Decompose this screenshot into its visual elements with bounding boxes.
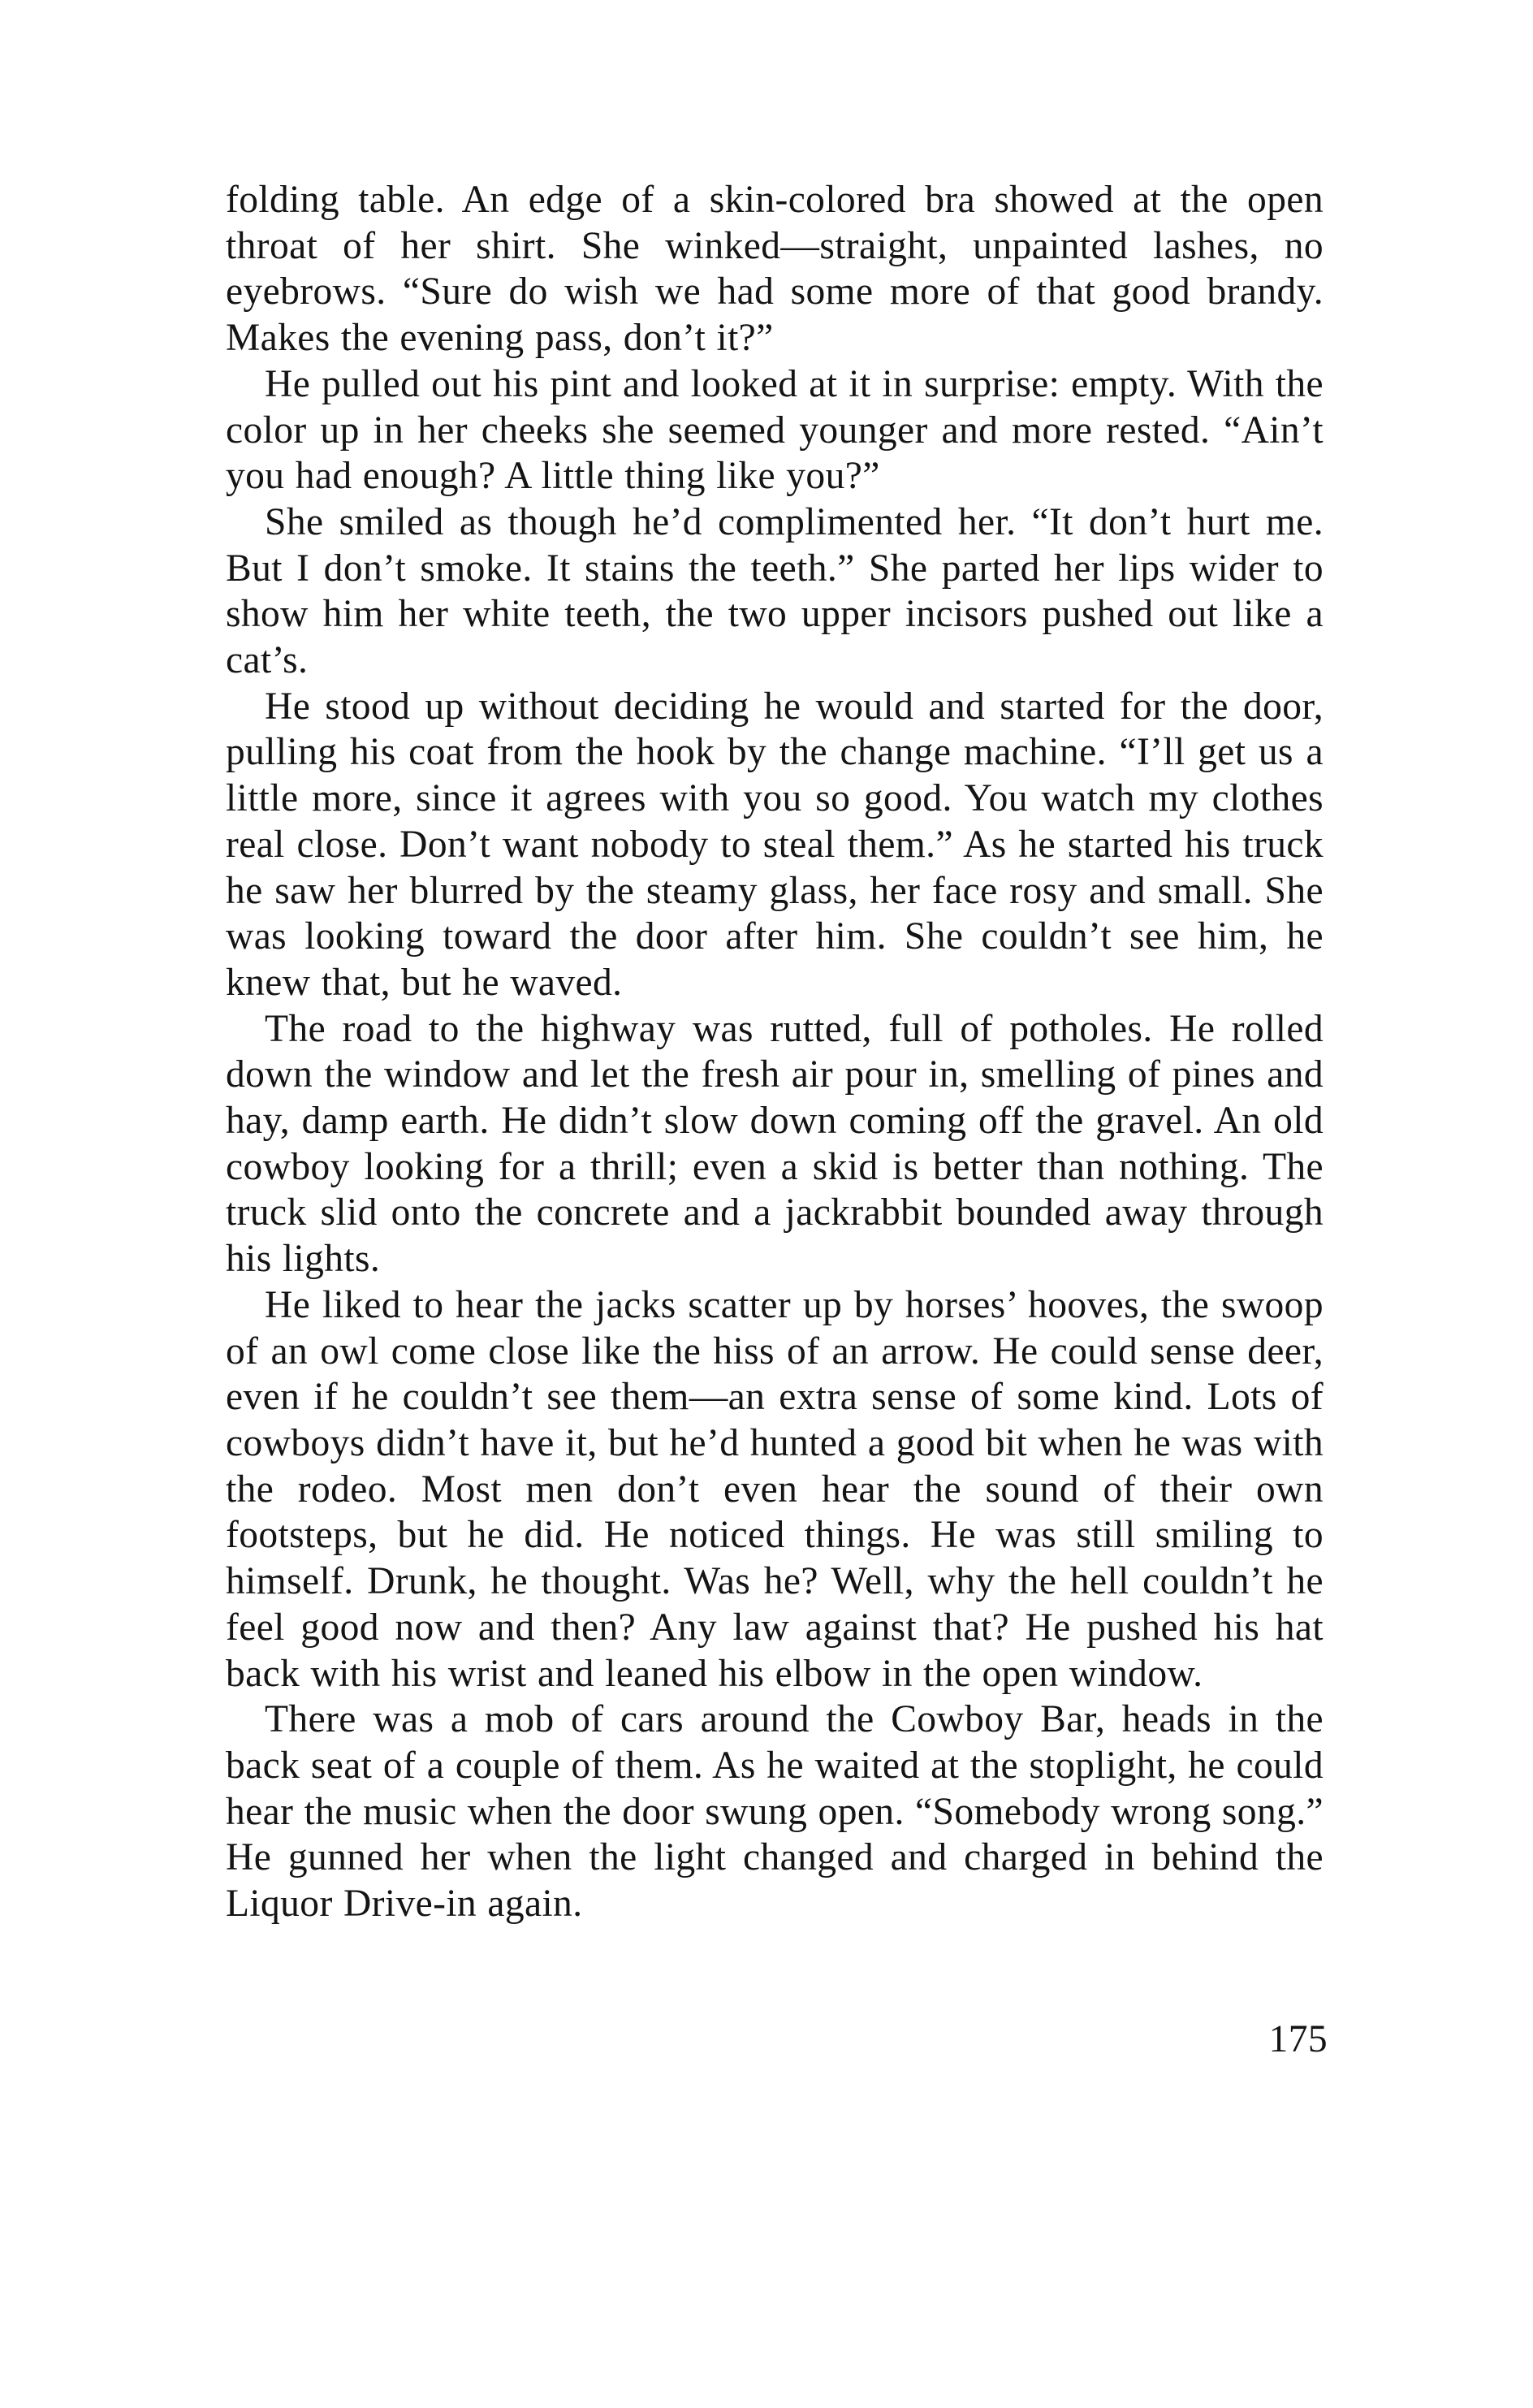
body-text [226,177,1324,1927]
paragraph-7: There was a mob of cars around the Cowboy Bar, heads in the back seat of a couple of them. As he waited at the stoplight, he could hear the music when the door swung open. “Somebody wrong song.” He gunned her when the light changed and charged in behind the Liquor Drive-in again. [226,1698,1324,1926]
paragraph-4: He stood up without deciding he would and started for the door, pulling his coat from the hook by the change machine. “I’ll get us a little more, since it agrees with you so good. You watch my clothes real close. Don’t want nobody to steal them.” As he started his truck he saw her blurred by the steamy glass, her face rosy and small. She was looking toward the door after him. She couldn’t see him, he knew that, but he waved. [226,685,1324,1004]
paragraph-2: He pulled out his pint and looked at it in surprise: empty. With the color up in her cheeks she seemed younger and more rested. “Ain’t you had enough? A little thing like you?” [226,362,1324,498]
paragraph-1: folding table. An edge of a skin-colored bra showed at the open throat of her shirt. She winked—straight, unpainted lashes, no eyebrows. “Sure do wish we had some more of that good brandy. Makes the evening pass, don’t it?” [226,179,1324,360]
paragraph-6: He liked to hear the jacks scatter up by horses’ hooves, the swoop of an owl come close like the hiss of an arrow. He could sense deer, even if he couldn’t see them—an extra sense of some kind. Lots of cowboys didn’t have it, but he’d hunted a good bit when he was with the rodeo. Most men don’t even hear the sound of their own footsteps, but he did. He noticed things. He was still smiling to himself. Drunk, he thought. Was he? Well, why the hell couldn’t he feel good now and then? Any law against that? He pushed his hat back with his wrist and leaned his elbow in the open window. [226,1283,1324,1695]
paragraph-5: The road to the highway was rutted, full of potholes. He rolled down the window and let the fresh air pour in, smelling of pines and hay, damp earth. He didn’t slow down coming off the gravel. An old cowboy looking for a thrill; even a skid is better than nothing. The truck slid onto the concrete and a jackrabbit bounded away through his lights. [226,1007,1324,1281]
paragraph-3: She smiled as though he’d complimented her. “It don’t hurt me. But I don’t smoke. It stains the teeth.” She parted her lips wider to show him her white teeth, the two upper incisors pushed out like a cat’s. [226,500,1324,682]
page-number: 175 [1268,2018,1328,2060]
